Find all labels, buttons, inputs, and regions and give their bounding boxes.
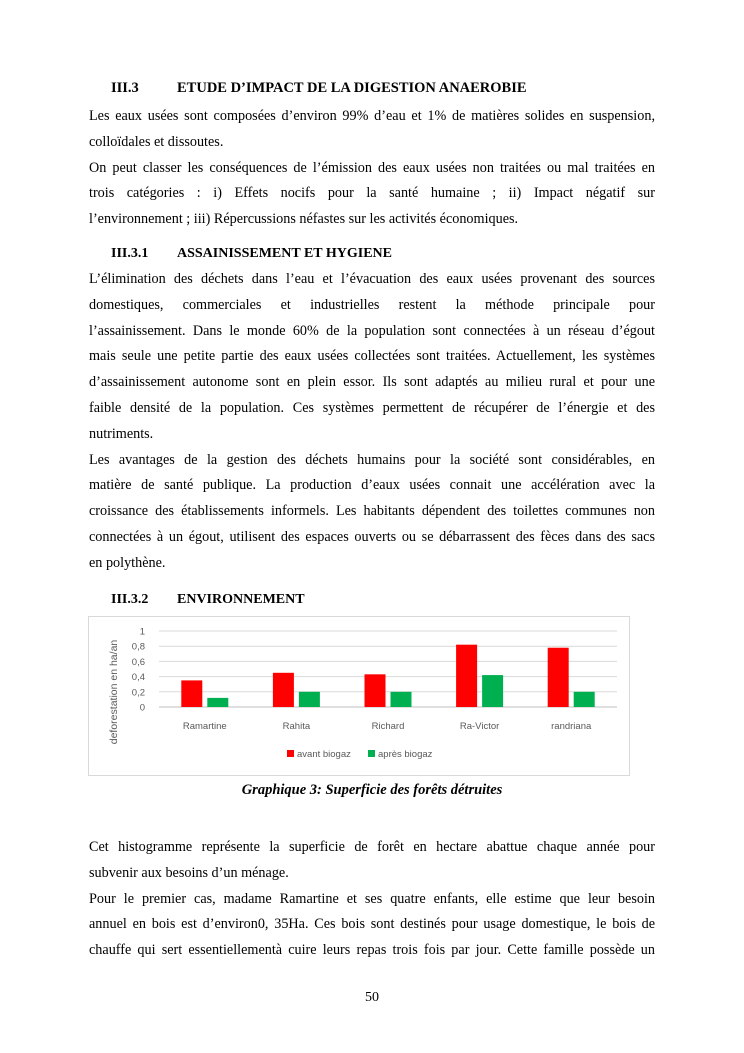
text-line: L’élimination des déchets dans l’eau et l’évacuation des eaux usées provenant des sources — [89, 271, 655, 287]
deforestation-chart — [88, 616, 630, 776]
text-line: l’environnement ; iii) Répercussions néfastes sur les activités économiques. — [89, 211, 519, 228]
x-tick-label: Ramartine — [182, 721, 227, 732]
bar-avant-richard — [365, 674, 386, 707]
y-axis-label: deforestation en ha/an — [108, 639, 120, 745]
x-tick-label: Richard — [371, 721, 405, 732]
chart-svg — [89, 617, 629, 775]
legend-swatch-avant — [287, 750, 294, 757]
bar-avant-randriana — [548, 648, 569, 707]
x-tick-label: Rahita — [282, 721, 311, 732]
bar-apres-richard — [391, 692, 412, 707]
text-line: annuel en bois est d’environ0, 35Ha. Ces bois sont destinés pour usage domestique, le bois de — [89, 916, 655, 933]
chart-legend — [287, 749, 433, 760]
text-line: Les avantages de la gestion des déchets humains pour la société sont considérables, en — [89, 451, 655, 468]
legend-swatch-apres — [368, 750, 375, 757]
analysis-paragraph — [89, 835, 655, 964]
y-tick-label: 0,2 — [131, 687, 145, 699]
bar-apres-randriana — [574, 692, 595, 707]
intro-paragraph — [89, 104, 655, 233]
y-tick-label: 0 — [139, 702, 145, 714]
text-line: d’assainissement autonome sont en plein essor. Ils sont adaptés au milieu rural et pour une — [89, 374, 655, 391]
text-line: l’assainissement. Dans le monde 60% de la population sont connectées à un réseau d’égout — [89, 322, 655, 339]
text-line: en polythène. — [89, 554, 166, 571]
bar-apres-ramartine — [207, 698, 228, 707]
section-number: III.3.1 — [111, 246, 149, 261]
text-line: connectées à un égout, utilisent des espaces ouverts ou se débarrassent des fèces dans des sacs — [89, 528, 655, 545]
y-tick-label: 1 — [139, 626, 145, 638]
bar-apres-ra-victor — [482, 675, 503, 707]
y-tick-label: 0,8 — [131, 641, 145, 653]
bar-apres-rahita — [299, 692, 320, 707]
text-line: faible densité de la population. Ces systèmes permettent de récupérer de l’énergie et des — [89, 399, 655, 416]
x-tick-label: Ra-Victor — [459, 721, 500, 732]
y-tick-label: 0,4 — [131, 672, 145, 684]
bar-avant-ramartine — [181, 680, 202, 707]
text-line: mais seule une petite partie des eaux usées collectées sont traitées. Actuellement, les systèmes — [89, 348, 655, 365]
text-line: nutriments. — [89, 425, 154, 442]
bar-avant-rahita — [273, 673, 294, 707]
x-tick-label: randriana — [551, 721, 592, 732]
legend-label-apres: après biogaz — [378, 749, 433, 760]
text-line: colloïdales et dissoutes. — [89, 133, 224, 150]
text-line: matière de santé publique. La production d’eaux usées connait une accélération avec la — [89, 477, 655, 494]
page-number: 50 — [365, 990, 379, 1005]
section-number: III.3.2 — [111, 592, 149, 607]
bar-avant-ra-victor — [456, 645, 477, 707]
text-line: croissance des établissements informels. Les habitants dépendent des toilettes communes non — [89, 503, 655, 520]
text-line: domestiques, commerciales et industrielles restent la méthode principale pour — [89, 296, 655, 313]
figure-caption: Graphique 3: Superficie des forêts détruites — [241, 782, 503, 798]
text-line: Cet histogramme représente la superficie de forêt en hectare abattue chaque année pour — [89, 839, 655, 855]
y-tick-label: 0,6 — [131, 656, 145, 668]
text-line: On peut classer les conséquences de l’émission des eaux usées non traitées ou mal traitées en — [89, 159, 655, 176]
section-title: ETUDE D’IMPACT DE LA DIGESTION ANAEROBIE — [177, 80, 527, 96]
text-line: Pour le premier cas, madame Ramartine et ses quatre enfants, elle estime que leur besoin — [89, 890, 655, 907]
text-line: trois catégories : i) Effets nocifs pour la santé humaine ; ii) Impact négatif sur — [89, 185, 655, 202]
section-title: ASSAINISSEMENT ET HYGIENE — [177, 246, 393, 261]
sanitation-paragraph — [89, 267, 655, 577]
legend-label-avant: avant biogaz — [297, 749, 351, 760]
text-line: Les eaux usées sont composées d’environ 99% d’eau et 1% de matières solides en suspension, — [89, 108, 655, 124]
section-number: III.3 — [111, 80, 139, 96]
section-title: ENVIRONNEMENT — [177, 592, 305, 607]
text-line: chauffe qui sert essentiellementà cuire leurs repas trois fois par jour. Cette famille possède un — [89, 942, 655, 959]
text-line: subvenir aux besoins d’un ménage. — [89, 864, 289, 881]
